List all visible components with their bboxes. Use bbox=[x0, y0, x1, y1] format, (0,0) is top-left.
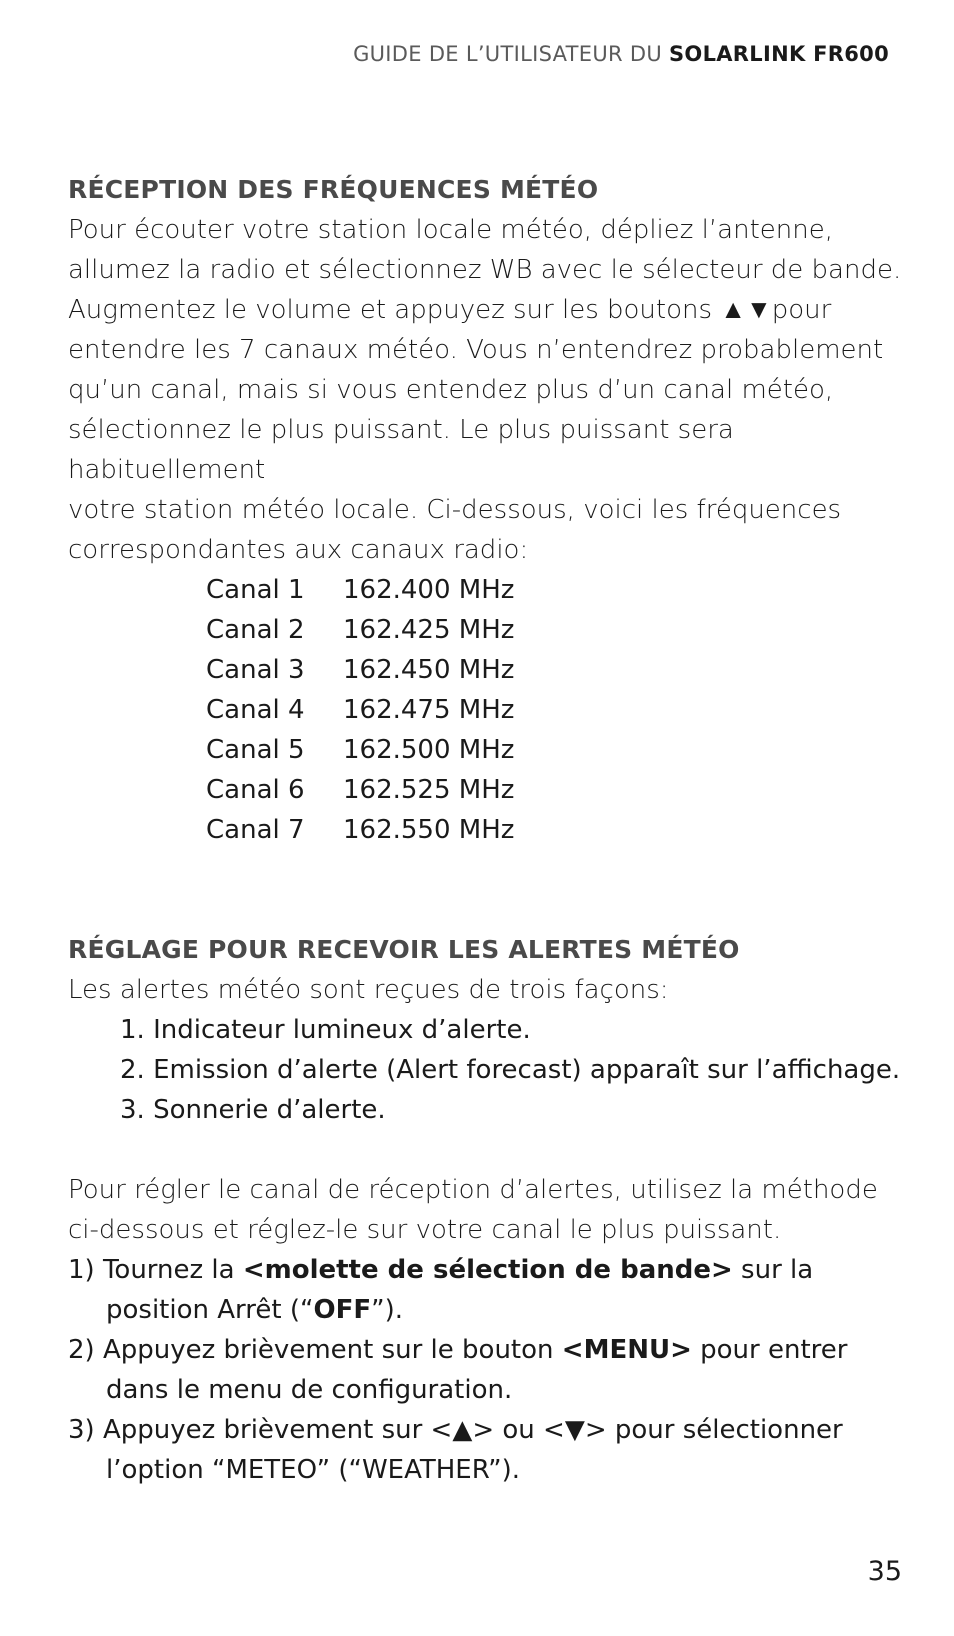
paragraph-line: qu’un canal, mais si vous entendez plus d’un canal météo, bbox=[68, 375, 834, 405]
channel-frequency: 162.500 MHz bbox=[343, 735, 515, 765]
channel-frequency: 162.425 MHz bbox=[343, 615, 515, 645]
channel-frequency: 162.475 MHz bbox=[343, 695, 515, 725]
section-title-reception: RÉCEPTION DES FRÉQUENCES MÉTÉO bbox=[68, 175, 599, 204]
step-1 bbox=[68, 1250, 918, 1330]
channel-row bbox=[206, 810, 918, 850]
step-continuation: l’option “METEO” (“WEATHER”). bbox=[106, 1455, 521, 1485]
channel-table bbox=[206, 570, 918, 850]
step-3 bbox=[68, 1410, 918, 1490]
header-product: SOLARLINK FR600 bbox=[669, 42, 889, 66]
channel-row bbox=[206, 770, 918, 810]
page-content bbox=[68, 170, 918, 1490]
running-header bbox=[353, 42, 889, 66]
channel-name: Canal 4 bbox=[206, 695, 305, 725]
paragraph-line: correspondantes aux canaux radio: bbox=[68, 535, 529, 565]
off-label: OFF bbox=[313, 1295, 372, 1325]
channel-frequency: 162.400 MHz bbox=[343, 575, 515, 605]
channel-name: Canal 2 bbox=[206, 615, 305, 645]
channel-frequency: 162.525 MHz bbox=[343, 775, 515, 805]
section-title-alerts: RÉGLAGE POUR RECEVOIR LES ALERTES MÉTÉO bbox=[68, 935, 740, 964]
channel-name: Canal 1 bbox=[206, 575, 305, 605]
step-2 bbox=[68, 1330, 918, 1410]
paragraph-line: ci-dessous et réglez-le sur votre canal le plus puissant. bbox=[68, 1215, 782, 1245]
page-number: 35 bbox=[867, 1556, 902, 1587]
header-prefix: GUIDE DE L’UTILISATEUR DU bbox=[353, 42, 669, 66]
channel-name: Canal 7 bbox=[206, 815, 305, 845]
channel-name: Canal 3 bbox=[206, 655, 305, 685]
step-text: pour entrer bbox=[691, 1335, 848, 1365]
step-text: sur la bbox=[732, 1255, 814, 1285]
paragraph-line: Pour régler le canal de réception d’alertes, utilisez la méthode bbox=[68, 1175, 878, 1205]
channel-row bbox=[206, 730, 918, 770]
section-spacer bbox=[68, 850, 918, 930]
menu-button-label: <MENU> bbox=[561, 1335, 692, 1365]
list-item: 3. Sonnerie d’alerte. bbox=[120, 1095, 386, 1125]
alerts-setup-paragraph bbox=[68, 1170, 918, 1250]
paragraph-spacer bbox=[68, 1130, 918, 1170]
step-continuation: dans le menu de configuration. bbox=[106, 1375, 513, 1405]
paragraph-line: votre station météo locale. Ci-dessous, voici les fréquences bbox=[68, 495, 842, 525]
step-text: ”). bbox=[371, 1295, 403, 1325]
reception-paragraph bbox=[68, 210, 918, 570]
step-text: 1) Tournez la bbox=[68, 1255, 243, 1285]
step-text: 3) Appuyez brièvement sur <▲> ou <▼> pour sélectionner bbox=[68, 1415, 843, 1445]
channel-row bbox=[206, 610, 918, 650]
paragraph-line: Pour écouter votre station locale météo, dépliez l’antenne, bbox=[68, 215, 833, 245]
channel-row bbox=[206, 650, 918, 690]
paragraph-line: Augmentez le volume et appuyez sur les boutons ▲▼pour bbox=[68, 295, 832, 325]
channel-frequency: 162.450 MHz bbox=[343, 655, 515, 685]
channel-row bbox=[206, 570, 918, 610]
band-selector-label: <molette de sélection de bande> bbox=[242, 1255, 733, 1285]
setup-steps bbox=[68, 1250, 918, 1490]
channel-name: Canal 6 bbox=[206, 775, 305, 805]
list-item: 2. Emission d’alerte (Alert forecast) apparaît sur l’affichage. bbox=[120, 1055, 901, 1085]
channel-frequency: 162.550 MHz bbox=[343, 815, 515, 845]
paragraph-line: sélectionnez le plus puissant. Le plus puissant sera habituellement bbox=[68, 415, 734, 485]
channel-name: Canal 5 bbox=[206, 735, 305, 765]
step-continuation bbox=[68, 1290, 918, 1330]
alerts-intro: Les alertes météo sont reçues de trois façons: bbox=[68, 975, 669, 1005]
list-item: 1. Indicateur lumineux d’alerte. bbox=[120, 1015, 531, 1045]
step-text: position Arrêt (“ bbox=[106, 1295, 314, 1325]
channel-row bbox=[206, 690, 918, 730]
paragraph-line: entendre les 7 canaux météo. Vous n’entendrez probablement bbox=[68, 335, 884, 365]
paragraph-line: allumez la radio et sélectionnez WB avec le sélecteur de bande. bbox=[68, 255, 902, 285]
step-text: 2) Appuyez brièvement sur le bouton bbox=[68, 1335, 562, 1365]
alert-methods-list bbox=[120, 1010, 918, 1130]
